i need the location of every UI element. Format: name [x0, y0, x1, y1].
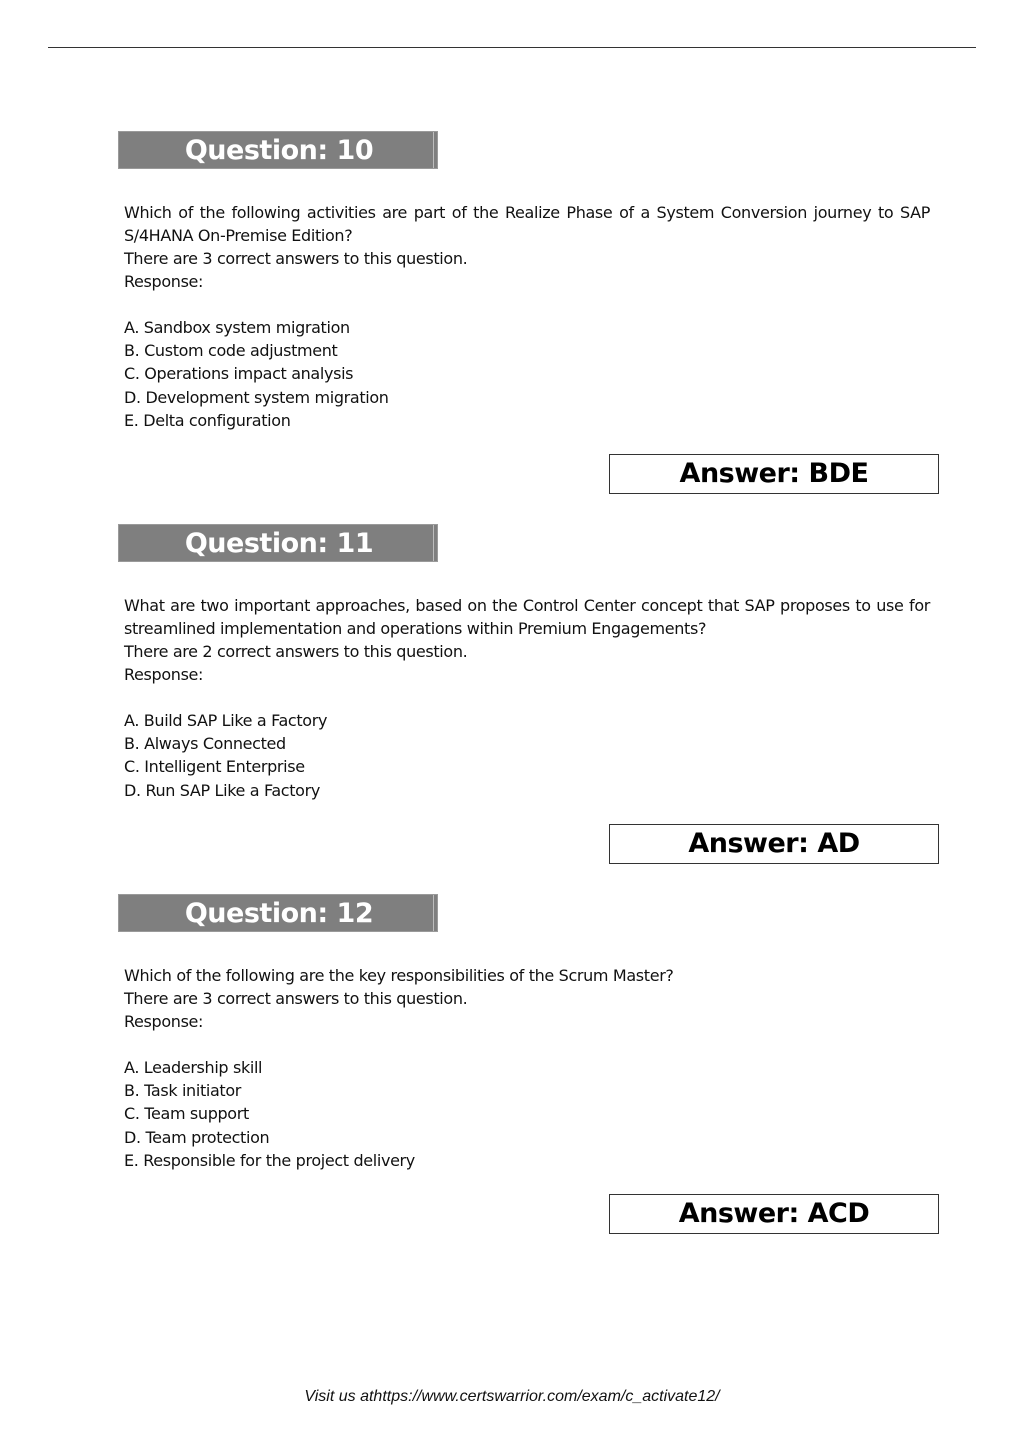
option-item: B. Always Connected [124, 734, 286, 754]
answer-count-note: There are 2 correct answers to this question. [124, 642, 468, 661]
option-item: D. Run SAP Like a Factory [124, 780, 320, 800]
question-11-text [124, 594, 930, 686]
question-10-text [124, 201, 930, 293]
option-item: B. Task initiator [124, 1081, 242, 1101]
answer-count-note: There are 3 correct answers to this question. [124, 249, 468, 268]
option-item: C. Intelligent Enterprise [124, 757, 305, 777]
answer-text: Answer: ACD [678, 1198, 870, 1229]
option-item: D. Development system migration [124, 387, 389, 407]
question-stem: What are two important approaches, based on the Control Center concept that SAP proposes to use for streamlined implementation and operations within Premium Engagements? [124, 596, 930, 638]
option-item: E. Responsible for the project delivery [124, 1150, 415, 1170]
answer-count-note: There are 3 correct answers to this question. [124, 989, 468, 1008]
answer-text: Answer: BDE [679, 458, 869, 489]
question-11-header [118, 524, 438, 562]
top-rule [48, 47, 976, 48]
footer-link-text[interactable]: Visit us athttps://www.certswarrior.com/exam/c_activate12/ [304, 1388, 720, 1405]
question-title: Question: 10 [184, 135, 374, 166]
response-label: Response: [124, 665, 204, 684]
question-10-header [118, 131, 438, 169]
option-item: B. Custom code adjustment [124, 341, 338, 361]
answer-box-10 [609, 454, 939, 494]
question-title: Question: 11 [184, 528, 374, 559]
question-stem: Which of the following are the key responsibilities of the Scrum Master? [124, 966, 674, 985]
question-10-options [124, 316, 824, 432]
answer-box-12 [609, 1194, 939, 1234]
option-item: A. Build SAP Like a Factory [124, 711, 328, 730]
question-11-options [124, 709, 824, 802]
option-item: C. Operations impact analysis [124, 364, 354, 384]
option-item: C. Team support [124, 1104, 249, 1124]
option-item: A. Sandbox system migration [124, 318, 350, 337]
question-title: Question: 12 [184, 898, 374, 929]
option-item: D. Team protection [124, 1127, 270, 1147]
question-12-text [124, 964, 930, 1033]
response-label: Response: [124, 272, 204, 291]
option-item: E. Delta configuration [124, 410, 291, 430]
option-item: A. Leadership skill [124, 1058, 263, 1077]
response-label: Response: [124, 1012, 204, 1031]
answer-box-11 [609, 824, 939, 864]
answer-text: Answer: AD [688, 828, 860, 859]
question-12-options [124, 1056, 824, 1172]
question-12-header [118, 894, 438, 932]
question-stem: Which of the following activities are part of the Realize Phase of a System Conversion journey to SAP S/4HANA On-Premise Edition? [124, 203, 930, 245]
